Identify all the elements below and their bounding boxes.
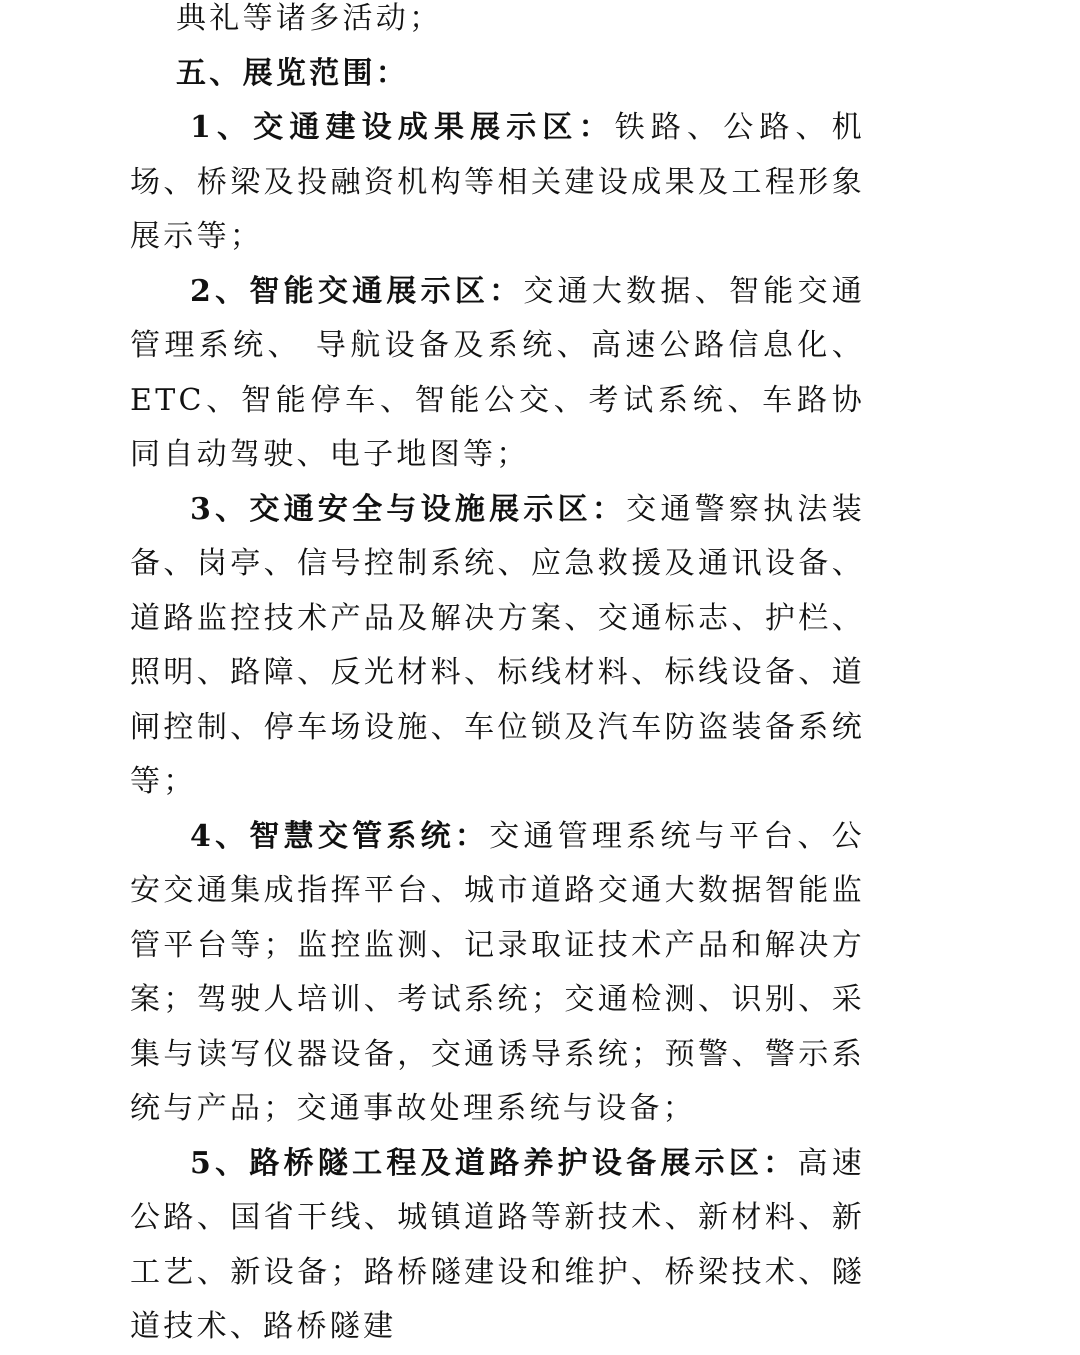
list-item-4 xyxy=(130,810,865,1137)
item-body: 交通管理系统与平台、公安交通集成指挥平台、城市道路交通大数据智能监管平台等；监控监测、记录取证技术产品和解决方案；驾驶人培训、考试系统；交通检测、识别、采集与读写仪器设备，交通诱导系统；预警、警示系统与产品；交通事故处理系统与设备； xyxy=(130,818,865,1126)
intro-tail-paragraph xyxy=(130,0,865,47)
section-heading-text: 五、展览范围： xyxy=(176,55,410,91)
item-body: 交通警察执法装备、岗亭、信号控制系统、应急救援及通讯设备、道路监控技术产品及解决方案、交通标志、护栏、照明、路障、反光材料、标线材料、标线设备、道闸控制、停车场设施、车位锁及汽车防盗装备系统等； xyxy=(130,491,865,799)
list-item-1 xyxy=(130,101,865,265)
item-title: 4、智慧交管系统： xyxy=(190,818,490,854)
section-heading xyxy=(130,47,865,102)
item-body: 铁路、公路、机场、桥梁及投融资机构等相关建设成果及工程形象展示等； xyxy=(130,110,865,254)
item-title: 5、路桥隧工程及道路养护设备展示区： xyxy=(190,1145,798,1181)
intro-tail-text: 典礼等诸多活动； xyxy=(176,1,443,36)
item-title: 2、智能交通展示区： xyxy=(190,273,524,309)
item-body: 交通大数据、智能交通管理系统、 导航设备及系统、高速公路信息化、ETC、智能停车、智能公交、考试系统、车路协同自动驾驶、电子地图等； xyxy=(130,273,866,472)
item-title: 3、交通安全与设施展示区： xyxy=(190,491,627,527)
item-title: 1、交通建设成果展示区： xyxy=(190,110,615,145)
list-item-3 xyxy=(130,483,865,810)
list-item-2 xyxy=(130,265,865,483)
document-body xyxy=(130,0,865,1355)
list-item-5 xyxy=(130,1137,865,1355)
item-body: 高速公路、国省干线、城镇道路等新技术、新材料、新工艺、新设备；路桥隧建设和维护、桥梁技术、隧道技术、路桥隧建 xyxy=(130,1145,865,1344)
